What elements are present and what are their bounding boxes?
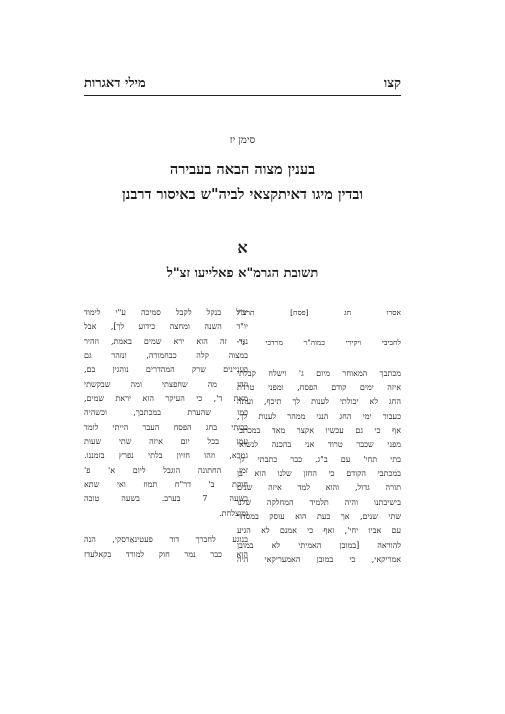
responsum-title: תשובת הגרמ"א פאלייעו זצ"ל <box>166 266 319 281</box>
left-column <box>84 306 248 562</box>
text-line: ומוצלחת. <box>219 508 248 518</box>
text-line: מפני שכבר טרוד אני בהכנה לנשואי <box>237 440 401 450</box>
text-line: חוקת ב' דר"ח תמוז ואי שתא <box>84 480 248 490</box>
text-line: מכתבך המאוחר מיום ג' וישלח קבלתי <box>237 368 401 378</box>
text-line: זמן החתונה הוגבל ליום א' פ' <box>84 465 248 475</box>
letter-date: אסרו חג [פסח] תרצ"ו <box>237 308 401 317</box>
letter-greeting: לחביבי ויקירי כמוה"ר מרדכי נ"י <box>237 338 401 348</box>
text-line: החג לא יכולתי לענות לך תיכף, ועתה <box>237 397 401 407</box>
text-line: במכתבי הקודם כי החזן שלנו הוא בן <box>237 469 401 479</box>
text-line: גמרא, וזהו חזיון בלתי נפרץ בזמננו. <box>84 451 248 461</box>
right-column <box>237 306 401 568</box>
text-line: הוא כבר נמר חוק למורד בקאלעדז <box>84 549 248 559</box>
paragraph-gap <box>84 521 248 533</box>
text-line: להוראה [במובן האמיתי לא במובן <box>237 540 401 550</box>
text-line: עמו בכל יום איזה שתי שעות <box>84 437 248 447</box>
text-line: וזהו מה שחפצתי ומה שבקשתי <box>84 379 248 389</box>
text-line: במצוה קלה כבחמורה, ונזהר גם <box>84 351 248 361</box>
text-line: בעניינים שרק המהדרים נוהגין בם, <box>84 365 248 375</box>
text-line: אף כי גם עכשיו אקצר מאד במכתבי <box>237 426 401 436</box>
chapter-label: סימן יז <box>229 135 256 146</box>
text-line: בנוגע לחברך דוד פעטינאַרסקי, הנה <box>84 535 248 545</box>
text-line: מאת ד', כי העיקר הוא יראת שמים, <box>84 394 248 404</box>
text-line: בביתי בחג הפסח העבר הייתי לומד <box>84 422 248 432</box>
text-line: כעבור ימי החג הנני ממהר לענות לך, <box>237 411 401 421</box>
text-line: איזה ימים קודם הפסח, ומפני טרדת <box>237 383 401 393</box>
text-line: כמו שהערת במכתבך, וכשהיה <box>84 408 248 418</box>
text-line: נגד זה הוא ירא שמים באמת, וזהיר <box>84 336 248 346</box>
text-line: יכול בנקל לקבל סמיכה ע"י לימוד <box>84 308 248 317</box>
section-letter: א <box>237 238 248 257</box>
text-line: אמריקאי, כי במובן האמעריקאי היה <box>237 555 401 565</box>
text-line: בשעה 7 בערב. בשעה טובה <box>84 494 248 504</box>
text-line: שתי שנים, אך כעת הוא עוסק במסחר <box>237 512 401 522</box>
text-line: יו"ד השנה ומחצה כידוע לך], אבל <box>84 322 248 332</box>
chapter-title-line-1: בענין מצוה הבאה בעבירה <box>169 161 316 178</box>
text-line: בישיבתנו והיה תלמיד המחלקה שלנו <box>237 497 401 507</box>
text-line: עם אביו יחי', ואף כי אמנם לא הגיע <box>237 526 401 536</box>
text-line: תורה גדול, והוא למד איזה שנים <box>237 483 401 493</box>
header-rule <box>84 95 401 96</box>
text-line: בתי תחי' עם ב"ג. כבר כתבתי לך <box>237 454 401 464</box>
chapter-title-line-2: ובדין מיגו דאיתקצאי לביה"ש באיסור דרבנן <box>121 186 364 203</box>
page-number: קצו <box>383 76 401 91</box>
running-title: מילי דאגרות <box>84 76 146 91</box>
